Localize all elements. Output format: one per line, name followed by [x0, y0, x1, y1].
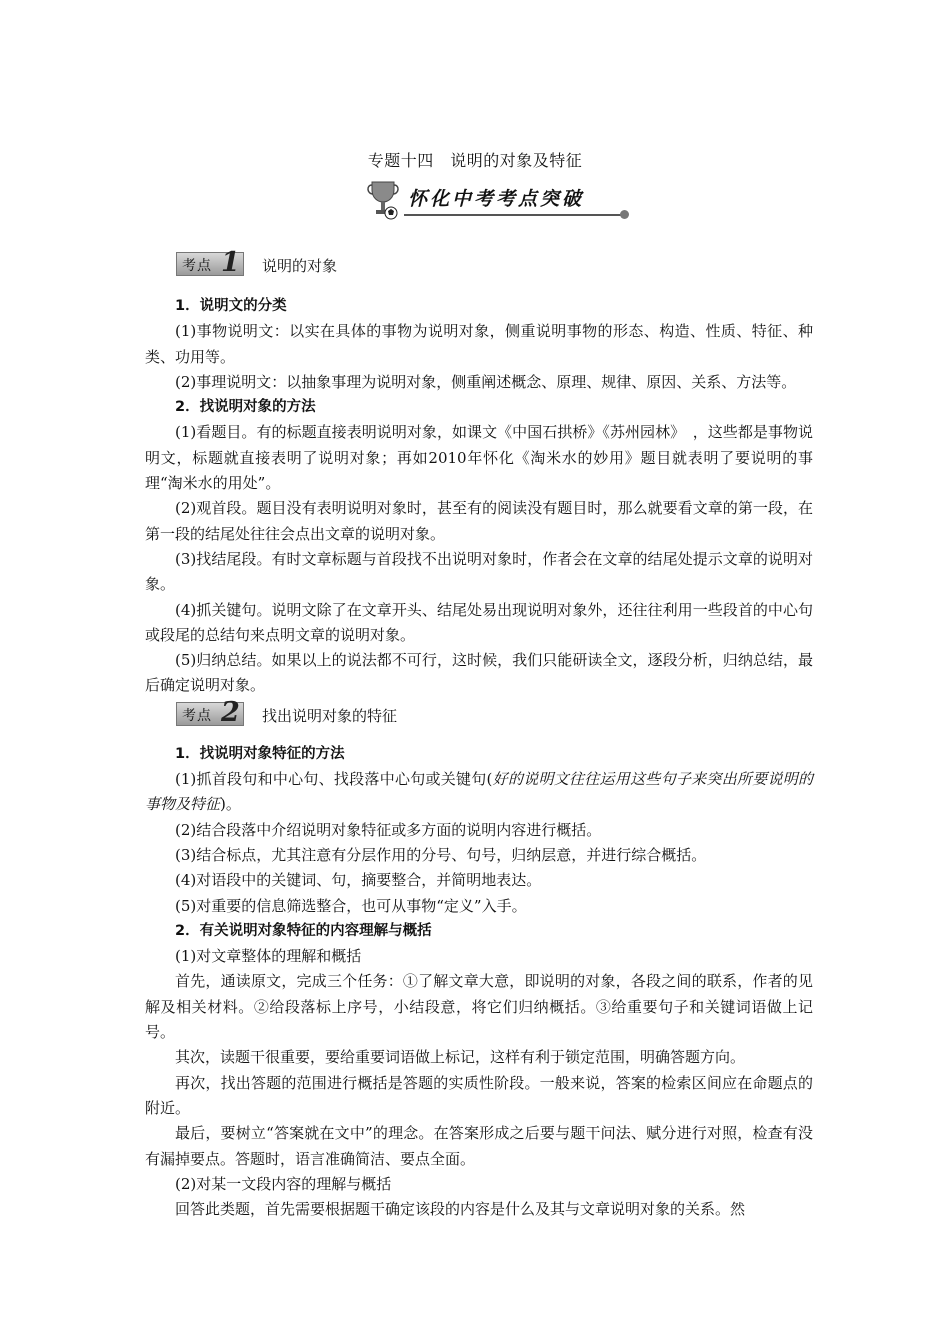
paragraph: (1)对文章整体的理解和概括	[175, 947, 362, 966]
paragraph: 再次，找出答题的范围进行概括是答题的实质性阶段。一般来说，答案的检索区间应在命题点的附近。	[145, 1073, 813, 1117]
subheading: 2．找说明对象的方法	[175, 399, 316, 416]
kaodian-title: 说明的对象	[262, 257, 338, 275]
kaodian-label: 考点	[182, 258, 212, 274]
paragraph: (2)观首段。题目没有表明说明对象时，甚至有的阅读没有题目时，那么就要看文章的第一段，在第一段的结尾处往往会点出文章的说明对象。	[145, 499, 813, 543]
paragraph: (5)归纳总结。如果以上的说法都不可行，这时候，我们只能研读全文，逐段分析，归纳总结，最后确定说明对象。	[145, 651, 813, 695]
paragraph: 最后，要树立“答案就在文中”的理念。在答案形成之后要与题干问法、赋分进行对照，检查有没有漏掉要点。答题时，语言准确简洁、要点全面。	[145, 1124, 813, 1168]
trophy-icon	[366, 180, 400, 220]
paragraph: 首先，通读原文，完成三个任务：①了解文章大意，即说明的对象，各段之间的联系，作者的见解及相关材料。②给段落标上序号，小结段意，将它们归纳概括。③给重要句子和关键词语做上记号。	[145, 972, 813, 1042]
kaodian-badge	[176, 247, 244, 278]
paragraph: (3)找结尾段。有时文章标题与首段找不出说明对象时，作者会在文章的结尾处提示文章的说明对象。	[145, 549, 813, 594]
paragraph: (2)事理说明文：以抽象事理为说明对象，侧重阐述概念、原理、规律、原因、关系、方法等。	[175, 372, 797, 391]
paragraph	[145, 767, 813, 818]
paragraph: (2)结合段落中介绍说明对象特征或多方面的说明内容进行概括。	[175, 820, 602, 839]
banner-dot-icon	[620, 210, 629, 219]
paragraph: (2)对某一文段内容的理解与概括	[175, 1174, 392, 1193]
kaodian-label: 考点	[182, 708, 212, 724]
subheading: 1．说明文的分类	[175, 298, 287, 314]
subheading: 2．有关说明对象特征的内容理解与概括	[175, 922, 432, 939]
kaodian-2-spacer	[145, 699, 813, 742]
paragraph: 回答此类题，首先需要根据题干确定该段的内容是什么及其与文章说明对象的关系。然	[175, 1200, 746, 1219]
paragraph: (1)看题目。有的标题直接表明说明对象，如课文《中国石拱桥》《苏州园林》 ，这些都是事物说明文，标题就直接表明了说明对象；再如2010年怀化《淘米水的妙用》题目就表明了要说明的事理“淘米水的用处”。	[145, 423, 813, 493]
paragraph: (1)事物说明文：以实在具体的事物为说明对象，侧重说明事物的形态、构造、性质、特征、种类、功用等。	[145, 322, 813, 366]
italic-note: 好的说明文往往运用这些句子来突出所要说明的事物及特征	[145, 770, 813, 814]
banner-underline	[404, 214, 624, 216]
paragraph: (4)抓关键句。说明文除了在文章开头、结尾处易出现说明对象外，还往往利用一些段首的中心句或段尾的总结句来点明文章的说明对象。	[145, 600, 813, 644]
paragraph: 其次，读题干很重要，要给重要词语做上标记，这样有利于锁定范围，明确答题方向。	[175, 1048, 746, 1067]
banner-title: 怀化中考考点突破	[408, 188, 585, 210]
kaodian-number: 2	[221, 697, 240, 728]
page-title: 专题十四 说明的对象及特征	[367, 151, 583, 170]
kaodian-badge	[176, 697, 244, 728]
kaodian-number: 1	[221, 247, 240, 278]
paragraph: (4)对语段中的关键词、句，摘要整合，并简明地表达。	[175, 871, 542, 890]
document-body	[145, 294, 813, 1222]
text-run: )。	[220, 795, 241, 814]
section-banner	[360, 178, 630, 224]
text-run: (1)抓首段句和中心句、找段落中心句或关键句(	[175, 770, 493, 789]
paragraph: (3)结合标点，尤其注意有分层作用的分号、句号，归纳层意，并进行综合概括。	[175, 845, 707, 864]
kaodian-title: 找出说明对象的特征	[262, 707, 398, 725]
subheading: 1．找说明对象特征的方法	[175, 745, 345, 762]
paragraph: (5)对重要的信息筛选整合，也可从事物“定义”入手。	[175, 896, 527, 915]
